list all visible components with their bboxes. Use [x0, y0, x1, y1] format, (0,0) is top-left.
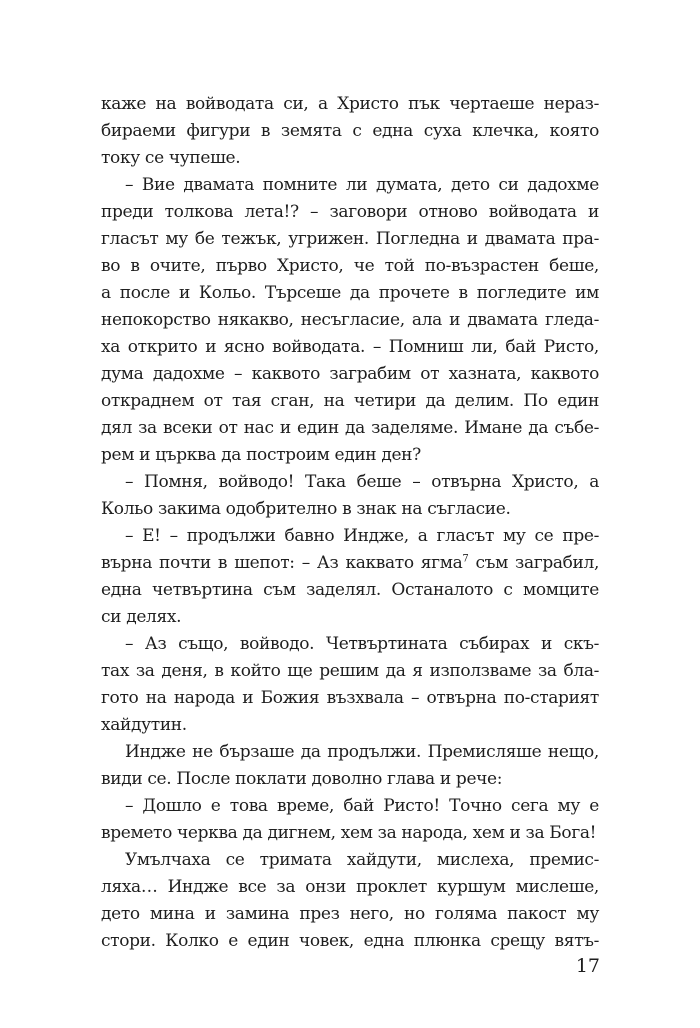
text-line: – Е! – продължи бавно Индже, а гласът му се пре- [125, 526, 599, 546]
text-line: гласът му бе тежък, угрижен. Погледна и двамата пра- [101, 229, 599, 249]
text-line: ха открито и ясно войводата. – Помниш ли, бай Ристо, [101, 337, 599, 357]
text-line: дума дадохме – каквото заграбим от хазната, каквото [101, 364, 599, 384]
text-line: хайдутин. [101, 715, 187, 735]
text-line: дял за всеки от нас и един да заделяме. Имане да събе- [101, 418, 599, 438]
text-line: рем и църква да построим един ден? [101, 445, 421, 465]
footnote-marker: 7 [462, 553, 469, 565]
text-line: – Дошло е това време, бай Ристо! Точно сега му е [125, 796, 599, 816]
page-number: 17 [575, 955, 600, 977]
text-line: тах за деня, в който ще решим да я използваме за бла- [101, 661, 599, 681]
text-line: каже на войводата си, а Христо пък чертаеше нераз- [101, 94, 599, 114]
text-line: – Аз също, войводо. Четвъртината събирах и скъ- [125, 634, 599, 654]
text-line: Кольо закима одобрително в знак на съгласие. [101, 499, 511, 519]
text-line: стори. Колко е един човек, една плюнка срещу вятъ- [101, 931, 599, 951]
body-text [101, 91, 599, 955]
text-line: види се. После поклати доволно глава и рече: [101, 769, 503, 789]
text-line: Индже не бързаше да продължи. Премисляше нещо, [125, 742, 599, 762]
text-line: една четвъртина съм заделял. Останалото с момците [101, 580, 599, 600]
text-line: а после и Кольо. Търсеше да прочете в погледите им [101, 283, 599, 303]
text-line: бираеми фигури в земята с една суха клечка, която [101, 121, 599, 141]
text-line: си делях. [101, 607, 182, 627]
text-line: – Вие двамата помните ли думата, дето си дадохме [125, 175, 599, 195]
text-fragment: върна почти в шепот: – Аз каквато ягма [101, 553, 463, 573]
text-line: непокорство някакво, несъгласие, ала и двамата гледа- [101, 310, 599, 330]
text-line-with-footnote [101, 550, 599, 577]
text-line: ляха… Индже все за онзи проклет куршум мислеше, [101, 877, 599, 897]
text-line: дето мина и замина през него, но голяма пакост му [101, 904, 599, 924]
text-line: откраднем от тая сган, на четири да делим. По един [101, 391, 599, 411]
text-line: гото на народа и Божия възхвала – отвърна по-старият [101, 688, 599, 708]
text-line: во в очите, първо Христо, че той по-възрастен беше, [101, 256, 599, 276]
text-line: току се чупеше. [101, 148, 241, 168]
text-fragment: съм заграбил, [475, 553, 600, 573]
text-line: Умълчаха се тримата хайдути, мислеха, премис- [125, 850, 599, 870]
text-line: – Помня, войводо! Така беше – отвърна Христо, а [125, 472, 599, 492]
text-line: времето черква да дигнем, хем за народа, хем и за Бога! [101, 823, 597, 843]
text-line: преди толкова лета!? – заговори отново войводата и [101, 202, 599, 222]
